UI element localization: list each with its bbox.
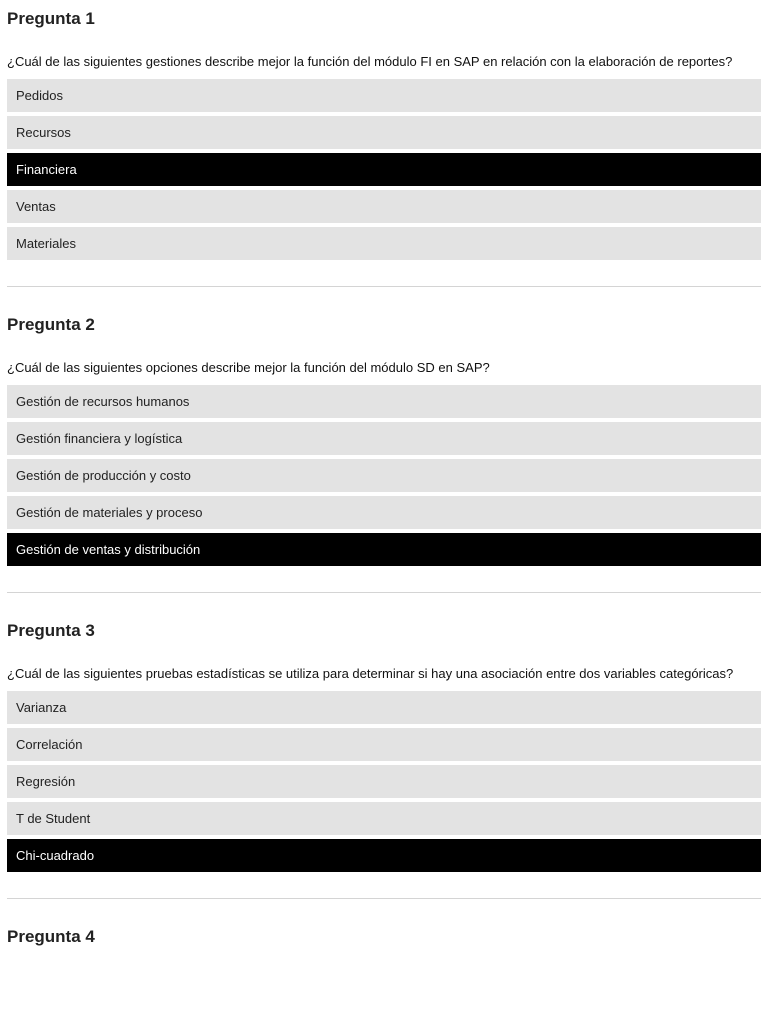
option-varianza[interactable]: Varianza — [7, 691, 761, 724]
option-materiales[interactable]: Materiales — [7, 227, 761, 260]
question-2 — [7, 287, 761, 593]
option-recursos-humanos[interactable]: Gestión de recursos humanos — [7, 385, 761, 418]
option-produccion-costo[interactable]: Gestión de producción y costo — [7, 459, 761, 492]
question-title: Pregunta 1 — [7, 9, 95, 28]
option-regresion[interactable]: Regresión — [7, 765, 761, 798]
option-ventas-distribucion-selected[interactable]: Gestión de ventas y distribución — [7, 533, 761, 566]
question-title: Pregunta 4 — [7, 927, 95, 946]
option-list — [7, 691, 761, 872]
option-financiera-selected[interactable]: Financiera — [7, 153, 761, 186]
option-recursos[interactable]: Recursos — [7, 116, 761, 149]
option-correlacion[interactable]: Correlación — [7, 728, 761, 761]
option-chi-cuadrado-selected[interactable]: Chi-cuadrado — [7, 839, 761, 872]
question-4 — [7, 899, 761, 946]
question-text: ¿Cuál de las siguientes opciones describe mejor la función del módulo SD en SAP? — [7, 360, 490, 375]
option-pedidos[interactable]: Pedidos — [7, 79, 761, 112]
question-text: ¿Cuál de las siguientes gestiones describe mejor la función del módulo FI en SAP en relación con la elaboración de reportes? — [7, 54, 733, 69]
option-list — [7, 79, 761, 260]
question-text: ¿Cuál de las siguientes pruebas estadísticas se utiliza para determinar si hay una asociación entre dos variables categóricas? — [7, 666, 734, 681]
option-materiales-proceso[interactable]: Gestión de materiales y proceso — [7, 496, 761, 529]
option-ventas[interactable]: Ventas — [7, 190, 761, 223]
option-t-student[interactable]: T de Student — [7, 802, 761, 835]
question-title: Pregunta 3 — [7, 621, 95, 640]
question-1 — [7, 0, 761, 287]
question-3 — [7, 593, 761, 899]
option-financiera-logistica[interactable]: Gestión financiera y logística — [7, 422, 761, 455]
option-list — [7, 385, 761, 566]
question-title: Pregunta 2 — [7, 315, 95, 334]
